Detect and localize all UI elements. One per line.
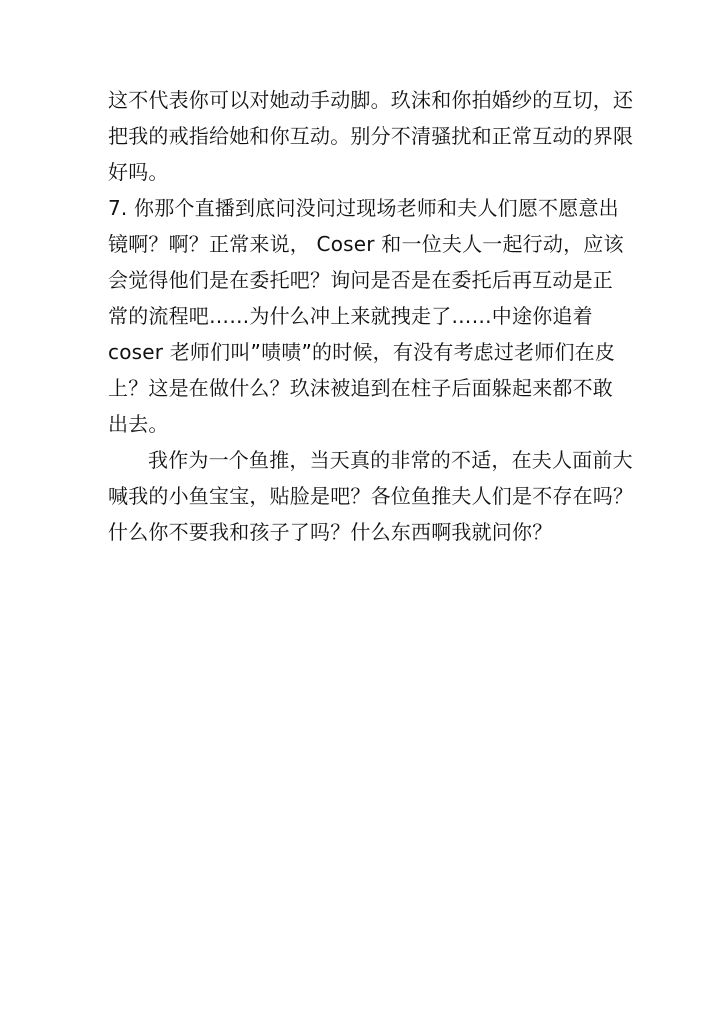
text-line: 会觉得他们是在委托吧？询问是否是在委托后再互动是正 bbox=[108, 268, 613, 292]
paragraph-3 bbox=[108, 442, 634, 550]
text-line: 镜啊？啊？正常来说， Coser 和一位夫人一起行动，应该 bbox=[108, 232, 624, 256]
text-line: 上？这是在做什么？玖沫被追到在柱子后面躲起来都不敢 bbox=[108, 376, 613, 400]
text-line: 这不代表你可以对她动手动脚。玖沫和你拍婚纱的互切，还 bbox=[108, 88, 634, 112]
text-line: 我作为一个鱼推，当天真的非常的不适，在夫人面前大 bbox=[148, 448, 633, 472]
text-line: 7. 你那个直播到底问没问过现场老师和夫人们愿不愿意出 bbox=[108, 196, 619, 220]
text-line: 好吗。 bbox=[108, 160, 169, 184]
paragraph-2 bbox=[108, 190, 624, 442]
document-body bbox=[108, 82, 634, 550]
text-line: 出去。 bbox=[108, 412, 169, 436]
text-line: coser 老师们叫”啧啧”的时候，有没有考虑过老师们在皮 bbox=[108, 340, 616, 364]
text-line: 什么你不要我和孩子了吗？什么东西啊我就问你？ bbox=[108, 520, 553, 544]
text-line: 喊我的小鱼宝宝，贴脸是吧？各位鱼推夫人们是不存在吗？ bbox=[108, 484, 634, 508]
text-line: 把我的戒指给她和你互动。别分不清骚扰和正常互动的界限 bbox=[108, 124, 634, 148]
text-line: 常的流程吧……为什么冲上来就拽走了……中途你追着 bbox=[108, 304, 593, 328]
paragraph-1 bbox=[108, 82, 634, 190]
